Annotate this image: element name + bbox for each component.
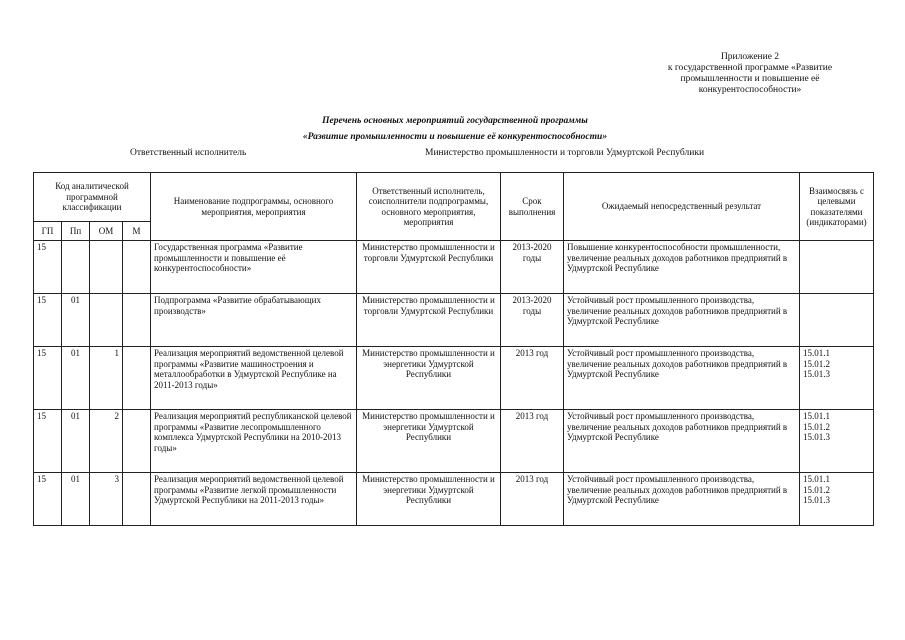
cell-result: Повышение конкурентоспособности промышленности, увеличение реальных доходов работников предприятий в Удмуртской Республике	[564, 241, 800, 294]
responsible-executor-label: Ответственный исполнитель	[130, 148, 247, 158]
cell-result: Устойчивый рост промышленного производства, увеличение реальных доходов работников предприятий в Удмуртской Республике	[564, 473, 800, 526]
appendix-line: Приложение 2	[720, 52, 780, 62]
cell-om	[90, 241, 123, 294]
cell-indicators	[800, 347, 874, 410]
cell-gp: 15	[34, 294, 62, 347]
cell-term: 2013-2020 годы	[501, 294, 564, 347]
appendix-line: конкурентоспособности»	[698, 85, 802, 95]
cell-m	[123, 241, 151, 294]
cell-om: 3	[90, 473, 123, 526]
header-result: Ожидаемый непосредственный результат	[564, 173, 800, 241]
appendix-line: промышленности и повышение её	[680, 74, 820, 84]
cell-om: 1	[90, 347, 123, 410]
cell-indicators	[800, 473, 874, 526]
table-row	[34, 410, 874, 473]
cell-name: Реализация мероприятий ведомственной целевой программы «Развитие машиностроения и металлообработки в Удмуртской Республике на 2011-2013 годы»	[151, 347, 357, 410]
cell-result: Устойчивый рост промышленного производства, увеличение реальных доходов работников предприятий в Удмуртской Республике	[564, 294, 800, 347]
indicator-code: 15.01.2	[803, 358, 830, 369]
cell-term: 2013-2020 годы	[501, 241, 564, 294]
table-row	[34, 294, 874, 347]
table-row	[34, 473, 874, 526]
header-executor: Ответственный исполнитель, соисполнители подпрограммы, основного мероприятия, мероприятия	[357, 173, 501, 241]
cell-result: Устойчивый рост промышленного производства, увеличение реальных доходов работников предприятий в Удмуртской Республике	[564, 347, 800, 410]
header-gp: ГП	[34, 222, 62, 241]
appendix-note	[610, 52, 890, 96]
cell-m	[123, 410, 151, 473]
cell-gp: 15	[34, 410, 62, 473]
activities-table	[33, 172, 874, 526]
header-code-group: Код аналитической программной классификации	[34, 173, 151, 222]
indicator-code: 15.01.2	[803, 421, 830, 432]
cell-executor: Министерство промышленности и энергетики Удмуртской Республики	[357, 410, 501, 473]
cell-gp: 15	[34, 241, 62, 294]
cell-executor: Министерство промышленности и торговли Удмуртской Республики	[357, 241, 501, 294]
cell-m	[123, 347, 151, 410]
cell-indicators	[800, 410, 874, 473]
cell-term: 2013 год	[501, 347, 564, 410]
cell-term: 2013 год	[501, 410, 564, 473]
cell-indicators	[800, 294, 874, 347]
cell-executor: Министерство промышленности и энергетики Удмуртской Республики	[357, 347, 501, 410]
cell-name: Подпрограмма «Развитие обрабатывающих производств»	[151, 294, 357, 347]
indicator-code: 15.01.1	[803, 348, 830, 358]
appendix-line: к государственной программе «Развитие	[667, 63, 833, 73]
cell-executor: Министерство промышленности и энергетики Удмуртской Республики	[357, 473, 501, 526]
indicator-code: 15.01.1	[803, 474, 830, 484]
header-m: М	[123, 222, 151, 241]
cell-gp: 15	[34, 473, 62, 526]
cell-m	[123, 473, 151, 526]
indicator-code: 15.01.2	[803, 484, 830, 495]
cell-m	[123, 294, 151, 347]
cell-name: Реализация мероприятий республиканской целевой программы «Развитие лесопромышленного комплекса Удмуртской Республики на 2010-2013 годы»	[151, 410, 357, 473]
cell-om	[90, 294, 123, 347]
cell-result: Устойчивый рост промышленного производства, увеличение реальных доходов работников предприятий в Удмуртской Республике	[564, 410, 800, 473]
cell-executor: Министерство промышленности и торговли Удмуртской Республики	[357, 294, 501, 347]
cell-pp	[62, 241, 90, 294]
cell-name: Государственная программа «Развитие промышленности и повышение её конкурентоспособности»	[151, 241, 357, 294]
responsible-executor-value: Министерство промышленности и торговли Удмуртской Республики	[425, 148, 705, 158]
table-row	[34, 241, 874, 294]
header-name: Наименование подпрограммы, основного мероприятия, мероприятия	[151, 173, 357, 241]
document-title-line-2: «Развитие промышленности и повышение её конкурентоспособности»	[302, 132, 608, 142]
indicator-code: 15.01.3	[803, 432, 830, 442]
indicator-code: 15.01.3	[803, 369, 830, 379]
header-indicators: Взаимосвязь с целевыми показателями (индикаторами)	[800, 173, 874, 241]
cell-pp: 01	[62, 347, 90, 410]
cell-gp: 15	[34, 347, 62, 410]
indicator-code: 15.01.3	[803, 495, 830, 505]
header-pp: Пп	[62, 222, 90, 241]
cell-om: 2	[90, 410, 123, 473]
cell-pp: 01	[62, 294, 90, 347]
indicator-code: 15.01.1	[803, 411, 830, 421]
document-title-line-1: Перечень основных мероприятий государственной программы	[322, 116, 588, 126]
cell-indicators	[800, 241, 874, 294]
cell-pp: 01	[62, 410, 90, 473]
header-om: ОМ	[90, 222, 123, 241]
table-row	[34, 347, 874, 410]
cell-name: Реализация мероприятий ведомственной целевой программы «Развитие легкой промышленности Удмуртской Республики на 2011-2013 годы»	[151, 473, 357, 526]
cell-pp: 01	[62, 473, 90, 526]
cell-term: 2013 год	[501, 473, 564, 526]
header-term: Срок выполнения	[501, 173, 564, 241]
